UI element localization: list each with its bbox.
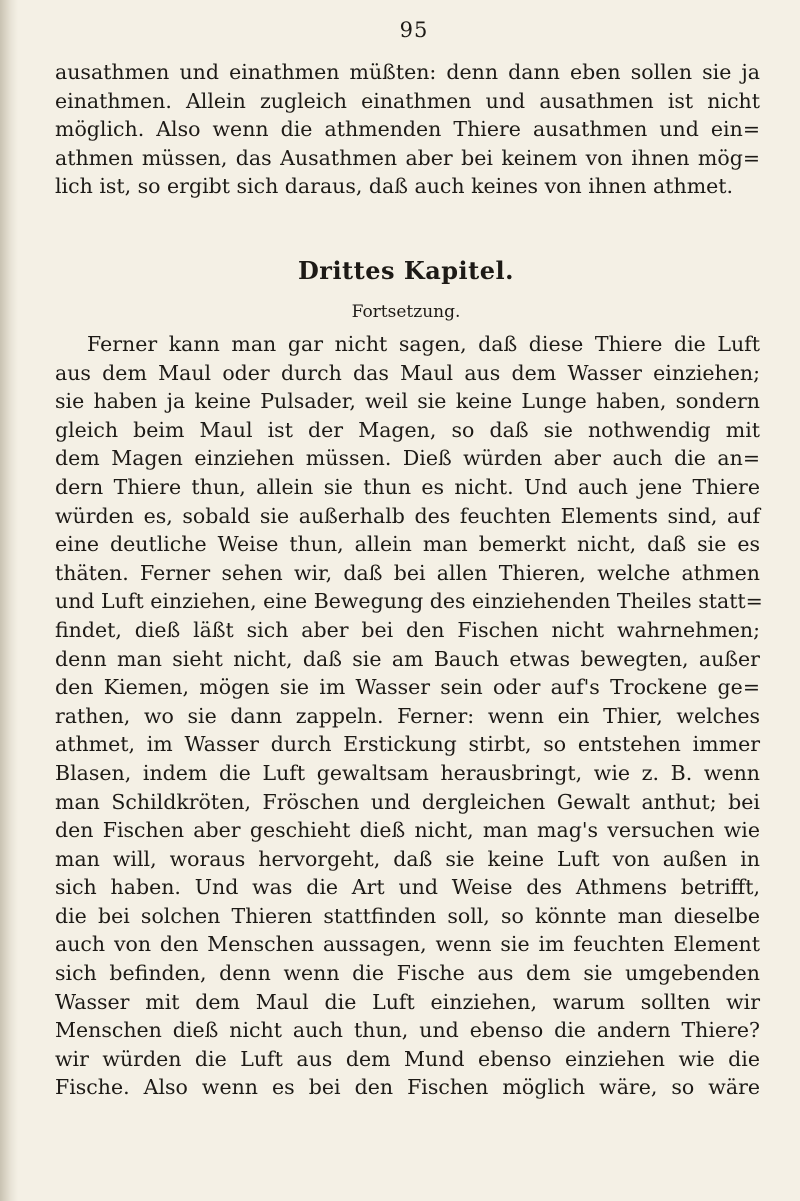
text-line: dem Magen einziehen müssen. Dieß würden aber auch die an= — [55, 446, 760, 471]
text-line: den Kiemen, mögen sie im Wasser sein oder auf's Trockene ge= — [55, 675, 760, 700]
text-line: die bei solchen Thieren stattfinden soll, so könnte man dieselbe — [55, 903, 760, 928]
text-line: Fische. Also wenn es bei den Fischen möglich wäre, so wäre — [55, 1075, 760, 1100]
text-line: würden es, sobald sie außerhalb des feuchten Elements sind, auf — [55, 503, 760, 528]
text-line: den Fischen aber geschieht dieß nicht, man mag's versuchen wie — [55, 818, 760, 843]
text-line: denn man sieht nicht, daß sie am Bauch etwas bewegten, außer — [55, 646, 760, 671]
page-number: 95 — [399, 18, 429, 42]
text-line: gleich beim Maul ist der Magen, so daß sie nothwendig mit — [55, 417, 760, 442]
text-line: athmen müssen, das Ausathmen aber bei keinem von ihnen mög= — [55, 145, 760, 170]
text-line: findet, dieß läßt sich aber bei den Fischen nicht wahrnehmen; — [55, 617, 760, 642]
text-line: thäten. Ferner sehen wir, daß bei allen Thieren, welche athmen — [55, 560, 760, 585]
text-line: man will, woraus hervorgeht, daß sie keine Luft von außen in — [55, 846, 760, 871]
text-line: Blasen, indem die Luft gewaltsam herausbringt, wie z. B. wenn — [55, 760, 760, 785]
text-line: Ferner kann man gar nicht sagen, daß diese Thiere die Luft — [87, 332, 760, 356]
text-line: Menschen dieß nicht auch thun, und ebenso die andern Thiere? — [55, 1018, 760, 1043]
text-line: sich befinden, denn wenn die Fische aus dem sie umgebenden — [55, 961, 760, 986]
page-gutter-shadow — [0, 0, 18, 1201]
text-line: man Schildkröten, Fröschen und dergleichen Gewalt anthut; bei — [55, 789, 760, 814]
text-line: einathmen. Allein zugleich einathmen und ausathmen ist nicht — [55, 88, 760, 113]
chapter-subtitle: Fortsetzung. — [351, 302, 461, 322]
text-line: ausathmen und einathmen müßten: denn dann eben sollen sie ja — [55, 60, 760, 84]
text-line: auch von den Menschen aussagen, wenn sie im feuchten Element — [55, 932, 760, 957]
text-line: und Luft einziehen, eine Bewegung des einziehenden Theiles statt= — [55, 589, 763, 614]
text-line: dern Thiere thun, allein sie thun es nicht. Und auch jene Thiere — [55, 474, 760, 499]
text-line: wir würden die Luft aus dem Mund ebenso einziehen wie die — [55, 1046, 760, 1071]
text-line: lich ist, so ergibt sich daraus, daß auch keines von ihnen athmet. — [55, 174, 734, 199]
text-line: sie haben ja keine Pulsader, weil sie keine Lunge haben, sondern — [55, 389, 760, 414]
chapter-title: Drittes Kapitel. — [297, 256, 515, 285]
text-line: Wasser mit dem Maul die Luft einziehen, warum sollten wir — [55, 989, 760, 1014]
text-line: möglich. Also wenn die athmenden Thiere ausathmen und ein= — [55, 117, 760, 142]
text-line: athmet, im Wasser durch Erstickung stirbt, so entstehen immer — [55, 732, 760, 757]
paragraph-continuation — [55, 58, 760, 201]
text-line: aus dem Maul oder durch das Maul aus dem Wasser einziehen; — [55, 360, 760, 385]
text-line: eine deutliche Weise thun, allein man bemerkt nicht, daß sie es — [55, 532, 760, 557]
chapter-paragraph — [55, 330, 763, 1102]
text-line: sich haben. Und was die Art und Weise des Athmens betrifft, — [55, 875, 760, 900]
text-line: rathen, wo sie dann zappeln. Ferner: wenn ein Thier, welches — [55, 703, 760, 728]
